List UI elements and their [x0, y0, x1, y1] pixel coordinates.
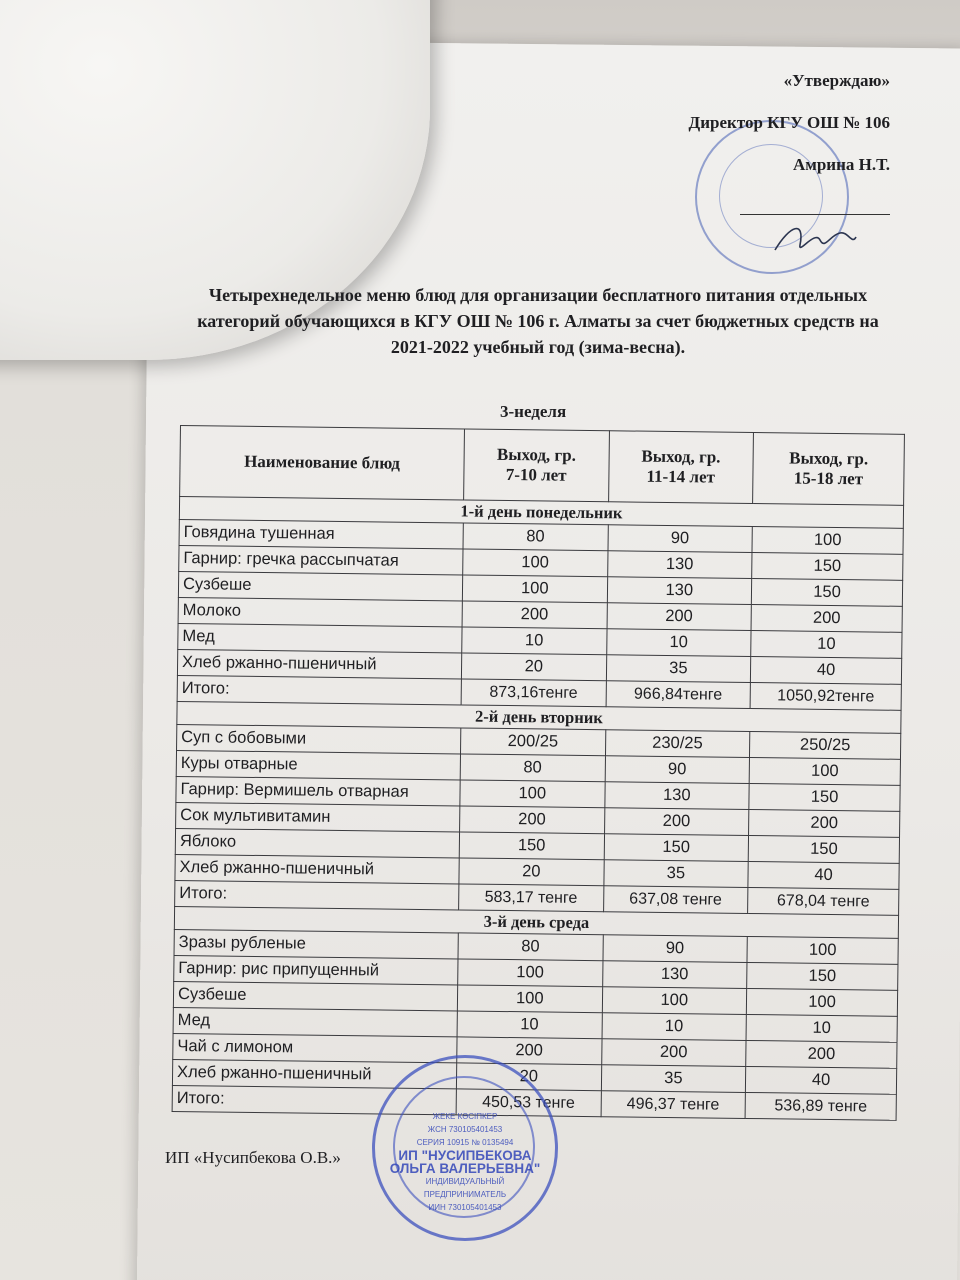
- dish-name-cell: Сок мультивитамин: [176, 802, 460, 831]
- dish-name-cell: Мед: [178, 623, 462, 652]
- stamp-name1: ИП "НУСИПБЕКОВА: [398, 1148, 532, 1163]
- dish-name-cell: Сузбеше: [173, 981, 457, 1010]
- column-header-11-14: [608, 431, 753, 504]
- portion-cell: 35: [603, 860, 748, 888]
- portion-cell: 150: [459, 832, 604, 860]
- dish-name-cell: Молоко: [178, 597, 462, 626]
- total-cost-cell: 450,53 тенге: [456, 1089, 601, 1117]
- total-label-cell: Итого:: [172, 1085, 456, 1114]
- portion-cell: 200: [607, 603, 752, 631]
- stamp-role2: ПРЕДПРИНИМАТЕЛЬ: [423, 1190, 507, 1199]
- dish-name-cell: Хлеб ржанно-пшеничный: [175, 854, 459, 883]
- stamp-role1: ИНДИВИДУАЛЬНЫЙ: [425, 1177, 505, 1186]
- portion-cell: 150: [748, 835, 899, 863]
- total-cost-cell: 583,17 тенге: [459, 884, 604, 912]
- portion-cell: 20: [461, 653, 606, 681]
- portion-cell: 250/25: [750, 731, 901, 759]
- portion-cell: 200: [604, 808, 749, 836]
- portion-cell: 10: [751, 630, 902, 658]
- portion-cell: 100: [460, 780, 605, 808]
- dish-name-cell: Мед: [173, 1007, 457, 1036]
- day-title: 1-й день понедельник: [179, 497, 903, 529]
- portion-cell: 10: [602, 1013, 747, 1041]
- header-text: Выход, гр.: [789, 448, 869, 469]
- menu-table: [172, 425, 905, 1121]
- total-cost-cell: 966,84тенге: [606, 681, 751, 709]
- column-header-dish: [180, 426, 465, 500]
- dish-name-cell: Гарнир: рис припущенный: [174, 955, 458, 984]
- total-cost-cell: 637,08 тенге: [603, 886, 748, 914]
- approval-heading: «Утверждаю»: [783, 71, 890, 90]
- supplier-stamp: [372, 1055, 558, 1241]
- portion-cell: 200: [601, 1039, 746, 1067]
- dish-name-cell: Зразы рубленые: [174, 929, 458, 958]
- portion-cell: 10: [606, 629, 751, 657]
- portion-cell: 200/25: [461, 728, 606, 756]
- approval-block: [689, 60, 890, 215]
- dish-name-cell: Яблоко: [175, 828, 459, 857]
- portion-cell: 100: [458, 959, 603, 987]
- dish-name-cell: Сузбеше: [178, 571, 462, 600]
- supplier-stamp-text: [375, 1110, 555, 1214]
- portion-cell: 10: [746, 1014, 897, 1042]
- portion-cell: 200: [462, 601, 607, 629]
- portion-cell: 130: [607, 577, 752, 605]
- director-signature: [770, 215, 860, 265]
- portion-cell: 100: [749, 757, 900, 785]
- portion-cell: 20: [456, 1063, 601, 1091]
- portion-cell: 150: [752, 552, 903, 580]
- column-header-15-18: [753, 433, 905, 506]
- portion-cell: 200: [460, 806, 605, 834]
- total-cost-cell: 1050,92тенге: [750, 682, 901, 710]
- portion-cell: 100: [747, 936, 898, 964]
- stamp-name2: ОЛЬГА ВАЛЕРЬЕВНА": [389, 1161, 541, 1176]
- approval-director: Директор КГУ ОШ № 106: [688, 113, 890, 132]
- dish-name-cell: Хлеб ржанно-пшеничный: [177, 649, 461, 678]
- day-title: 2-й день вторник: [177, 701, 901, 733]
- portion-cell: 130: [602, 961, 747, 989]
- portion-cell: 90: [608, 525, 753, 553]
- week-label: 3-неделя: [500, 402, 567, 421]
- dish-name-cell: Куры отварные: [176, 750, 460, 779]
- portion-cell: 100: [457, 985, 602, 1013]
- portion-cell: 20: [459, 858, 604, 886]
- day-title: 3-й день среда: [174, 906, 898, 938]
- portion-cell: 200: [751, 604, 902, 632]
- portion-cell: 10: [462, 627, 607, 655]
- approval-name: Амрина Н.Т.: [792, 155, 890, 174]
- total-label-cell: Итого:: [177, 675, 461, 704]
- portion-cell: 150: [747, 962, 898, 990]
- document-title: Четырехнедельное меню блюд для организации бесплатного питания отдельных категорий обучающихся в КГУ ОШ № 106 г. Алматы за счет бюджетных средств на 2021-2022 учебный год (зима-весна).: [197, 285, 879, 357]
- portion-cell: 100: [746, 988, 897, 1016]
- portion-cell: 80: [460, 754, 605, 782]
- portion-cell: 90: [605, 756, 750, 784]
- portion-cell: 230/25: [605, 730, 750, 758]
- header-subtext: 11-14 лет: [646, 466, 716, 487]
- portion-cell: 40: [748, 861, 899, 889]
- header-text: Наименование блюд: [244, 451, 401, 473]
- dish-name-cell: Гарнир: Вермишель отварная: [176, 776, 460, 805]
- portion-cell: 200: [746, 1040, 897, 1068]
- header-text: Выход, гр.: [496, 444, 577, 465]
- total-cost-cell: 678,04 тенге: [748, 887, 899, 915]
- portion-cell: 150: [749, 783, 900, 811]
- signature-line: [740, 186, 890, 215]
- portion-cell: 150: [751, 578, 902, 606]
- portion-cell: 100: [463, 549, 608, 577]
- table-header-row: [180, 426, 905, 506]
- stamp-id2: СЕРИЯ 10915 № 0135494: [416, 1138, 514, 1147]
- stamp-top: ЖЕКЕ КӘСІПКЕР: [432, 1112, 498, 1121]
- portion-cell: 130: [607, 551, 752, 579]
- portion-cell: 200: [749, 809, 900, 837]
- dish-name-cell: Хлеб ржанно-пшеничный: [172, 1059, 456, 1088]
- supplier-name: ИП «Нусипбекова О.В.»: [165, 1148, 341, 1167]
- portion-cell: 40: [745, 1066, 896, 1094]
- stamp-iin: ИИН 730105401453: [428, 1203, 502, 1212]
- menu-table-body: [172, 497, 903, 1121]
- dish-name-cell: Говядина тушенная: [179, 519, 463, 548]
- dish-name-cell: Чай с лимоном: [173, 1033, 457, 1062]
- portion-cell: 40: [750, 656, 901, 684]
- header-subtext: 15-18 лет: [793, 468, 864, 489]
- portion-cell: 200: [457, 1037, 602, 1065]
- total-cost-cell: 496,37 тенге: [601, 1091, 746, 1119]
- column-header-7-10: [464, 429, 609, 502]
- portion-cell: 35: [601, 1065, 746, 1093]
- dish-name-cell: Гарнир: гречка рассыпчатая: [179, 545, 463, 574]
- portion-cell: 10: [457, 1011, 602, 1039]
- portion-cell: 80: [463, 523, 608, 551]
- total-cost-cell: 536,89 тенге: [745, 1092, 896, 1120]
- total-label-cell: Итого:: [175, 880, 459, 909]
- stamp-id1: ЖСН 730105401453: [427, 1125, 503, 1134]
- portion-cell: 100: [752, 527, 903, 555]
- portion-cell: 90: [603, 935, 748, 963]
- portion-cell: 130: [604, 782, 749, 810]
- dish-name-cell: Суп с бобовыми: [177, 724, 461, 753]
- portion-cell: 100: [602, 987, 747, 1015]
- portion-cell: 100: [462, 575, 607, 603]
- portion-cell: 80: [458, 933, 603, 961]
- header-subtext: 7-10 лет: [505, 464, 567, 485]
- header-text: Выход, гр.: [641, 446, 721, 467]
- portion-cell: 35: [606, 655, 751, 683]
- portion-cell: 150: [604, 834, 749, 862]
- total-cost-cell: 873,16тенге: [461, 679, 606, 707]
